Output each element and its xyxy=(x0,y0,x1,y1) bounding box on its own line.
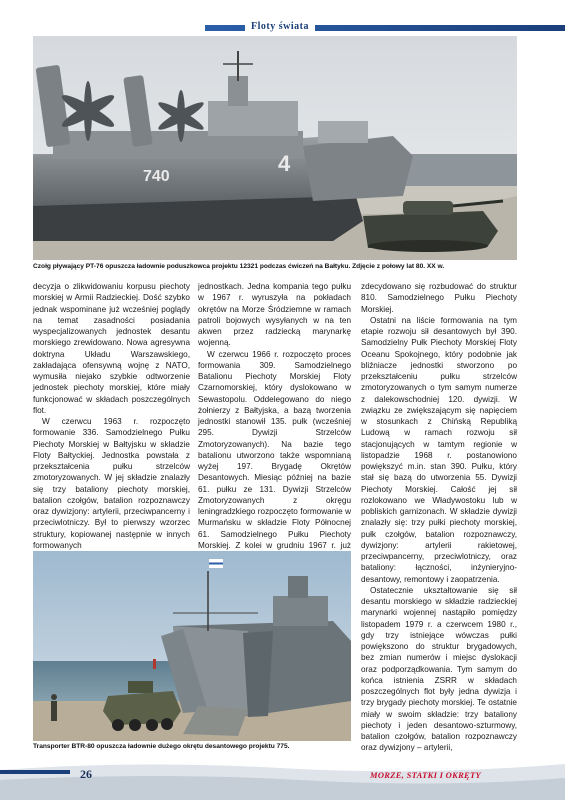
hull-number-740: 740 xyxy=(143,168,170,185)
paragraph: Ostatni na liście formowania na tym etapie rozwoju sił desantowych był 390. Samodzielny Pułk Piechoty Morskiej Floty Oceanu Spokojnego, który podobnie jak bliźniacze jednostki stworzono po przekształceniu pułku strzelców zmotoryzowanych o tym samym numerze z dalekowschodniej 120. dywizji. W związku ze zwiększającym się napięciem w stosunkach z Chińską Republiką Ludową w ramach rozwoju sił stacjonujących w tamtym regionie w listopadzie 1968 r. postanowiono powiększyć m.in. stan 390. Pułku, który stał się bazą do utworzenia 55. Dywizji Piechoty Morskiej. Całość jej sił rozlokowano we Władywostoku lub w pobliskich garnizonach. W składzie dywizji znalazły się: trzy pułki piechoty morskiej, pułk czołgów, batalion rozpoznawczy, dywizjony: artylerii rakietowej, przeciwpancerny, przeciwlotniczy, oraz bataliony: łączności, inżynieryjno-desantowy, remontowy i zaopatrzenia. xyxy=(361,315,517,584)
paragraph: decyzja o zlikwidowaniu korpusu piechoty morskiej w Armii Radzieckiej. Dość szybko jednak wspominane już wcześniej poglądy na temat zasadności posiadania wyspecjalizowanych jednostek desantu morskiego zrewidowano. Nowa agresywna doktryna Układu Warszawskiego, zakładająca ofensywną wojnę z NATO, wymusiła niejako szybkie odtworzenie jednostek piechoty morskiej, które miały funkcjonować w składach poszczególnych flot. xyxy=(33,282,190,415)
photo-hovercraft xyxy=(33,36,517,260)
paragraph: zdecydowano się rozbudować do struktur 810. Samodzielnego Pułku Piechoty Morskiej. xyxy=(361,282,517,314)
section-title: Floty świata xyxy=(245,20,315,34)
hull-number-4: 4 xyxy=(278,151,291,176)
landing-ship-photo-illustration xyxy=(33,551,351,741)
column-right xyxy=(361,281,517,754)
hovercraft-photo-illustration xyxy=(33,36,517,260)
paragraph: W czerwcu 1966 r. rozpoczęto proces formowania 309. Samodzielnego Batalionu Piechoty Morskiej Floty Czarnomorskiej, który dyslokowano w Sewastopolu. Oddelegowano do niego żołnierzy z Bałtyjska, a bazą tworzenia jednostki stanowił 135. pułk (wcześniej 295. Dywizji Strzelców Zmotoryzowanych). Na bazie tego batalionu utworzono także wspomnianą wyżej 197. Brygadę Okrętów Desantowych. Miesiąc później na bazie 61. pułku ze 131. Dywizji Strzelców Zmotoryzowanych z okręgu leningradzkiego rozpoczęto formowanie w Murmańsku w składzie Floty Północnej 61. Samodzielnego Pułku Piechoty Morskiej. Z kolei w grudniu 1967 r. już xyxy=(198,349,351,550)
section-header xyxy=(0,10,565,32)
column-left xyxy=(33,281,190,551)
paragraph: W czerwcu 1963 r. rozpoczęto formowanie 336. Samodzielnego Pułku Piechoty Morskiej w Bałtyjsku w składzie Floty Bałtyckiej. Jednostka powstała z przekształcenia pułku strzelców zmotoryzowanych. W jej składzie znalazły się trzy bataliony piechoty morskiej, batalion czołgów, batalion rozpoznawczy oraz dywizjony: artylerii, przeciwpancerny i przeciwlotniczy. Był to pierwszy wzorzec struktury, kopiowanej następnie w innych formowanych xyxy=(33,417,190,550)
paragraph: Ostatecznie ukształtowanie się sił desantu morskiego w składzie radzieckiej marynarki wojennej nastąpiło pomiędzy listopadem 1979 r. a czerwcem 1980 r., gdy trzy istniejące wówczas pułki powiększono do struktur brygadowych, bez zmian numerów i miejsc dyslokacji oraz podporządkowania. Tym samym do końca istnienia ZSRR w składach poszczególnych flot były jedna dywizja i trzy brygady piechoty morskiej. Te ostatnie miały w swoim składzie: trzy bataliony piechoty i jeden desantowo-szturmowy, batalion czołgów, batalion rozpoznawczy oraz dywizjony – artylerii, xyxy=(361,585,517,753)
page-number: 26 xyxy=(80,767,92,781)
paragraph: jednostkach. Jedna kompania tego pułku w 1967 r. wyruszyła na pokładach okrętów na Morze Śródziemne w ramach patroli bojowych wysyłanych w na ten akwen przez radziecką marynarkę wojenną. xyxy=(198,282,351,348)
photo-landing-ship xyxy=(33,551,351,741)
magazine-title: MORZE, STATKI I OKRĘTY xyxy=(370,770,481,780)
photo-caption-top: Czołg pływający PT-76 opuszcza ładownie poduszkowca projektu 12321 podczas ćwiczeń na Bałtyku. Zdjęcie z połowy lat 80. XX w. xyxy=(33,263,445,270)
column-middle xyxy=(198,281,351,562)
photo-caption-bottom: Transporter BTR-80 opuszcza ładownie dużego okrętu desantowego projektu 775. xyxy=(33,743,290,750)
